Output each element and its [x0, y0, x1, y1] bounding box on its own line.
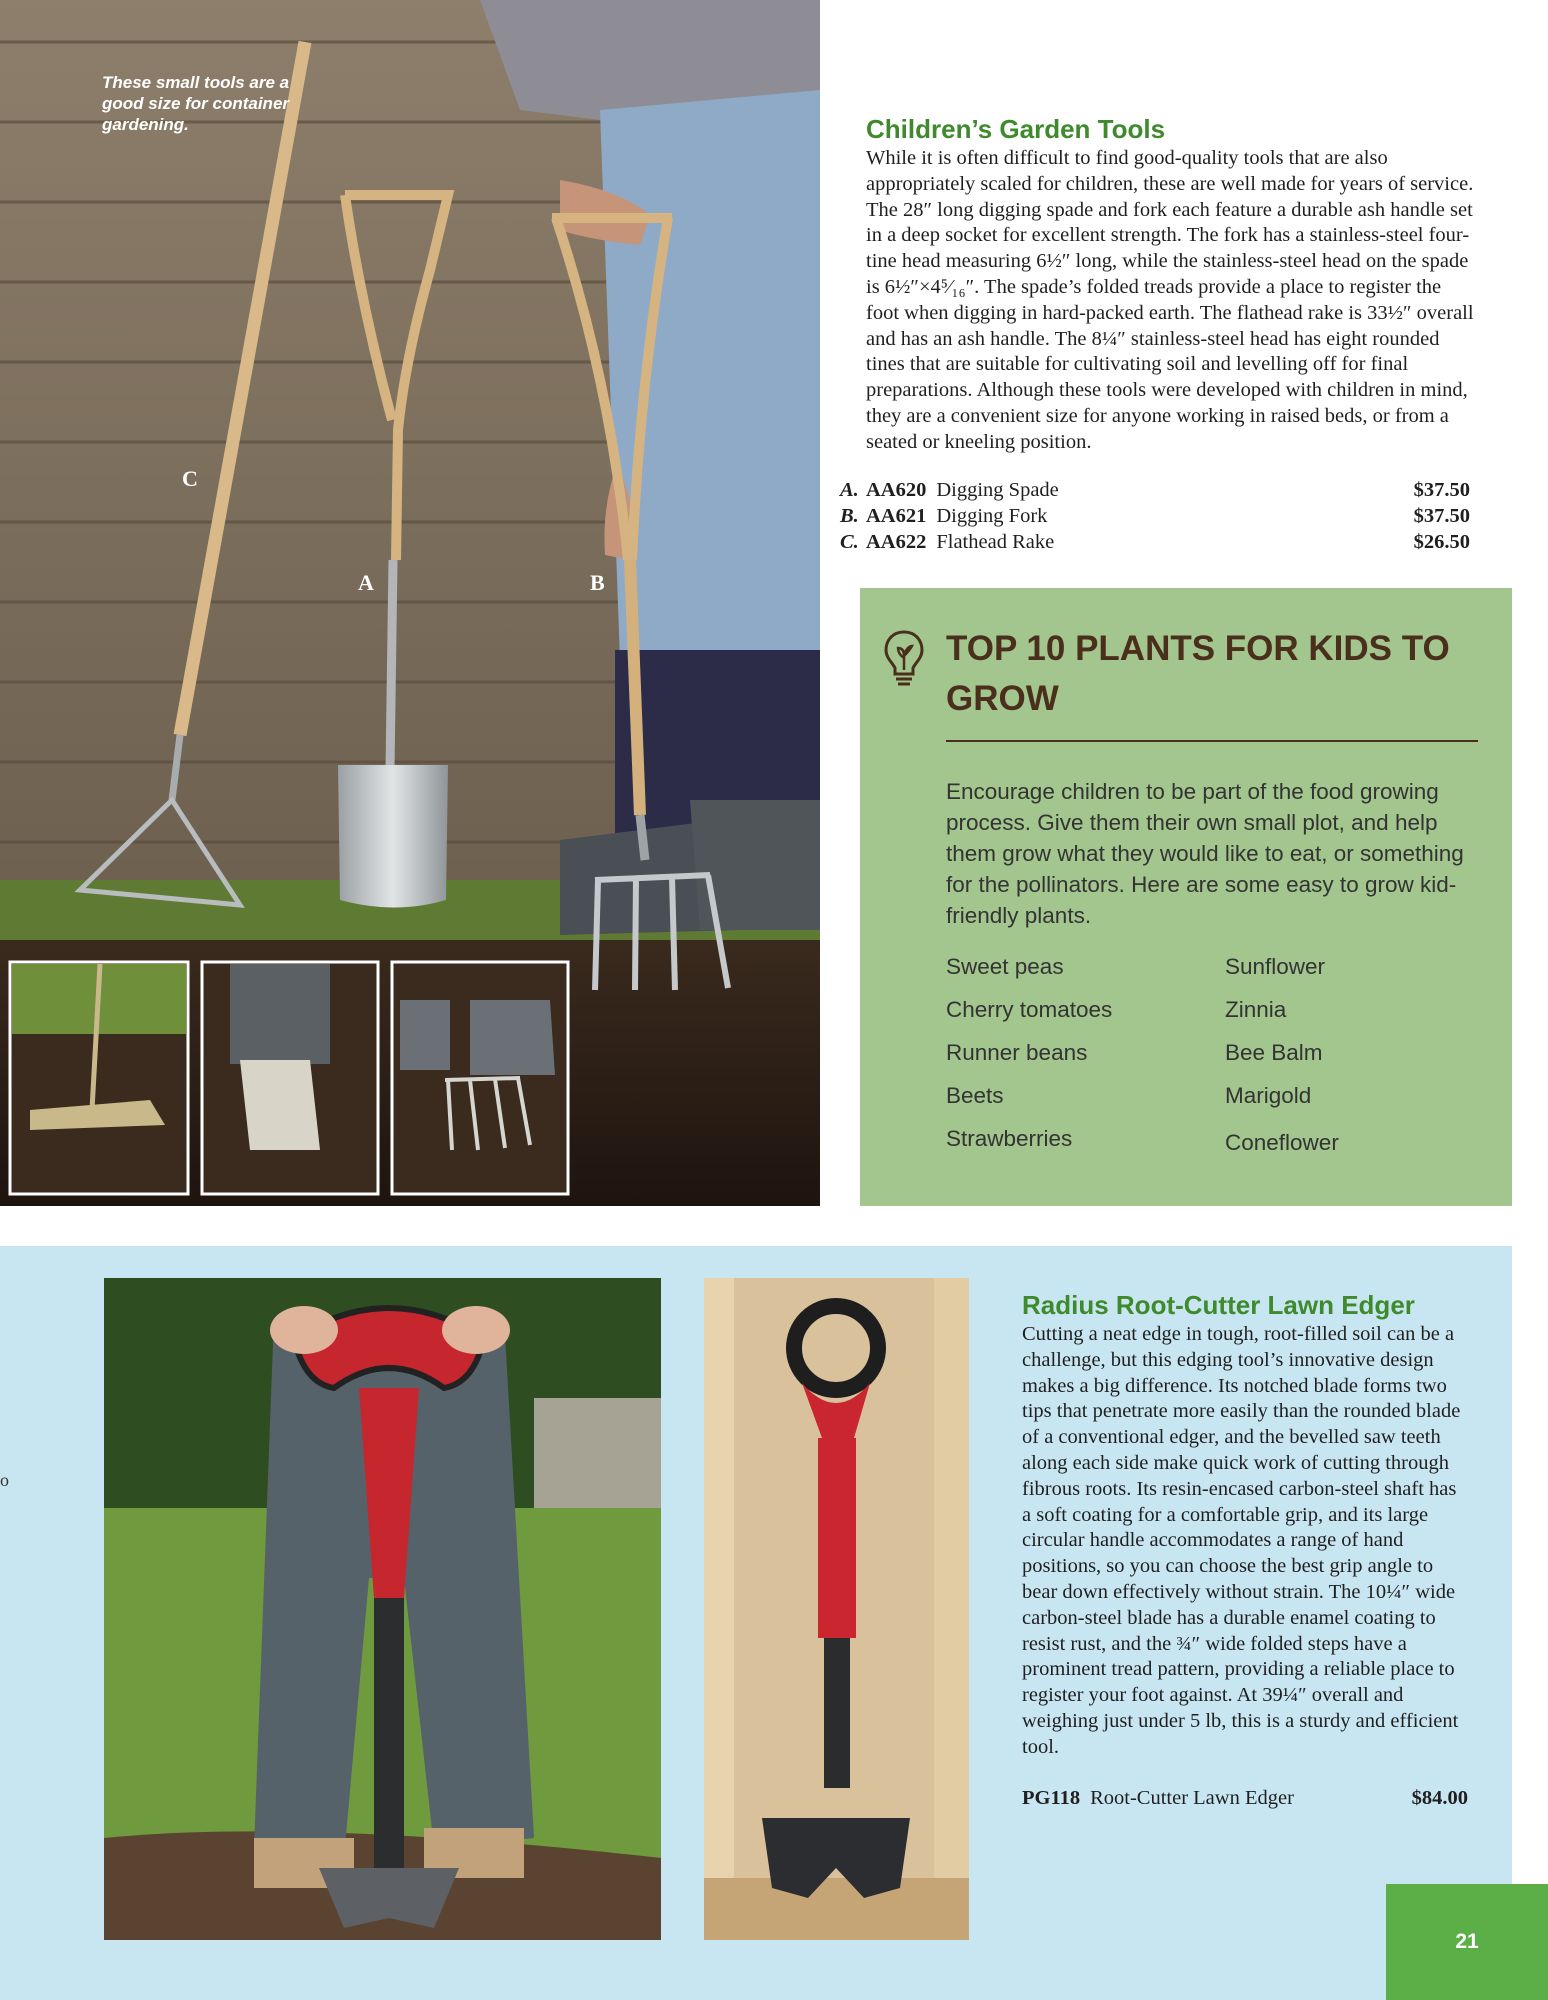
- product-sku: AA620: [866, 479, 927, 501]
- edger-product-photo: [704, 1278, 969, 1940]
- plant-item: Bee Balm: [1225, 1040, 1323, 1065]
- childrens-tools-body: While it is often difficult to find good-quality tools that are also appropriately scaled for children, these are well made for years of service. The 28″ long digging spade and fork each feature a durable ash handle set in a deep socket for excellent strength. The fork has a stainless-steel four-tine head measuring 6½″ long, while the stainless-steel head on the spade is 6½″×4⁵⁄₁₆″. The spade’s folded treads provide a place to register the foot when digging in hard-packed earth. The flathead rake is 33½″ overall and has an ash handle. The 8¼″ stainless-steel head has eight rounded tines that are suitable for cultivating soil and levelling off for final preparations. Although these tools were developed with children in mind, they are a convenient size for anyone working in raised beds, or from a seated or kneeling position.: [866, 147, 1474, 453]
- children-tools-photo: [0, 0, 820, 1206]
- product-row: [840, 478, 1470, 504]
- childrens-tools-product-list: [840, 478, 1470, 555]
- product-row: [840, 530, 1470, 556]
- plant-item: Sweet peas: [946, 954, 1064, 979]
- product-name: Flathead Rake: [936, 530, 1055, 553]
- edger-product-illustration: [704, 1278, 969, 1940]
- plant-item: Sunflower: [1225, 954, 1326, 979]
- edger-product-row: [1022, 1786, 1468, 1812]
- product-sku: PG118: [1022, 1787, 1081, 1809]
- product-name: Root-Cutter Lawn Edger: [1090, 1787, 1294, 1809]
- edger-title: Radius Root-Cutter Lawn Edger: [1022, 1290, 1415, 1320]
- top-plants-title: TOP 10 PLANTS FOR KIDS TO GROW: [946, 629, 1450, 718]
- edger-body: Cutting a neat edge in tough, root-filled soil can be a challenge, but this edging tool’s innovative design makes a big difference. Its notched blade forms two tips that penetrate more easily than the rounded blade of a conventional edger, and the bevelled saw teeth along each side make quick work of cutting through fibrous roots. Its resin-encased carbon-steel shaft has a soft coating for a comfortable grip, and its large circular handle accommodates a range of hand positions, so you can choose the best grip angle to bear down effectively without strain. The 10¼″ wide carbon-steel blade has a durable enamel coating to resist rust, and the ¾″ wide folded steps have a prominent tread pattern, providing a reliable place to register your foot against. At 39¼″ overall and weighing just under 5 lb, this is a sturdy and efficient tool.: [1022, 1323, 1461, 1758]
- childrens-tools-title: Children’s Garden Tools: [866, 114, 1166, 144]
- plant-item: Strawberries: [946, 1126, 1073, 1151]
- plant-item: Runner beans: [946, 1040, 1088, 1065]
- edger-in-use-illustration: [104, 1278, 661, 1940]
- label-a: A: [358, 570, 374, 595]
- children-tools-illustration: [0, 0, 820, 1206]
- label-c: C: [182, 466, 198, 491]
- product-price: $37.50: [1413, 504, 1470, 527]
- plant-item: Cherry tomatoes: [946, 997, 1113, 1022]
- product-price: $84.00: [1411, 1787, 1468, 1809]
- label-b: B: [590, 570, 605, 595]
- product-sku: AA621: [866, 504, 927, 527]
- top-plants-box: [860, 588, 1512, 1206]
- edger-in-use-photo: [104, 1278, 661, 1940]
- product-name: Digging Fork: [936, 504, 1048, 527]
- product-sku: AA622: [866, 530, 927, 553]
- page-number: 21: [1386, 1884, 1548, 2000]
- top-plants-intro: Encourage children to be part of the food growing process. Give them their own small plot, and help them grow what they would like to eat, or something for the pollinators. Here are some easy to grow kid-friendly plants.: [946, 779, 1464, 928]
- product-row: [840, 504, 1470, 530]
- lightbulb-icon: [882, 628, 926, 688]
- plant-item: Marigold: [1225, 1083, 1312, 1108]
- product-name: Digging Spade: [936, 479, 1059, 501]
- product-letter: B.: [840, 504, 859, 527]
- plant-item: Coneflower: [1225, 1130, 1339, 1155]
- plant-item: Beets: [946, 1083, 1004, 1108]
- product-price: $37.50: [1413, 479, 1470, 501]
- product-price: $26.50: [1413, 530, 1470, 553]
- page-edge-mark: o: [0, 1470, 9, 1490]
- product-letter: C.: [840, 530, 859, 553]
- title-divider: [946, 740, 1478, 742]
- photo-caption: These small tools are a good size for container gardening.: [102, 73, 290, 134]
- plant-item: Zinnia: [1225, 997, 1287, 1022]
- product-letter: A.: [840, 479, 859, 501]
